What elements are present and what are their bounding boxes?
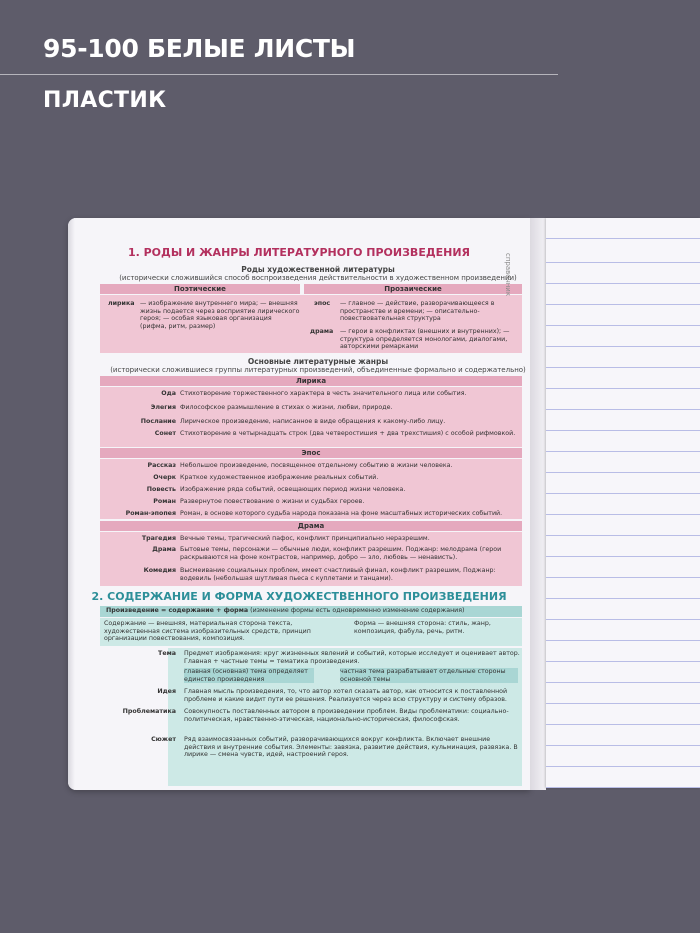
formula <box>106 607 520 615</box>
cover-edge <box>68 218 75 790</box>
genres-title-text: Основные литературные жанры <box>247 357 389 366</box>
genres-caption: (исторически сложившиеся группы литературных произведений, объединенные формально и содержательно) <box>110 366 526 374</box>
row-term: Очерк <box>153 474 176 481</box>
subline: ПЛАСТИК <box>43 88 167 113</box>
prosaic-band: Прозаические <box>304 284 522 294</box>
epos-band: Эпос <box>100 448 522 458</box>
row-def: Лирическое произведение, написанное в виде обращения к какому-либо лицу. <box>180 418 446 425</box>
row-def: Философское размышление в стихах о жизни, любви, природе. <box>180 404 393 411</box>
part-theme: частная тема разрабатывает отдельные стороны основной темы <box>340 668 518 683</box>
row-term: Сонет <box>154 430 176 437</box>
row-def: Роман, в основе которого судьба народа показана на фоне масштабных исторических событий. <box>180 510 503 517</box>
notebook-cover <box>68 218 530 790</box>
row-term: Сюжет <box>151 736 176 743</box>
drama-band: Драма <box>100 521 522 531</box>
epos-term: эпос <box>314 300 331 307</box>
row-def: Небольшое произведение, посвященное отдельному событию в жизни человека. <box>180 462 453 469</box>
row-term: Ода <box>161 390 176 397</box>
divider <box>0 74 558 75</box>
drama-def: — герои в конфликтах (внешних и внутренних); — структура определяется монологами, диалогами, авторскими ремарками <box>340 328 510 350</box>
row-def: Ряд взаимосвязанных событий, разворачивающихся вокруг конфликта. Включает внешние действия и внутренние события. Элементы: завязка, развитие действия, кульминация, развязка. В лирике — смена чувств, идей, настроений героя. <box>184 736 518 758</box>
row-term: Проблематика <box>122 708 176 715</box>
row-def: Краткое художественное изображение реальных событий. <box>180 474 379 481</box>
row-def: Стихотворение торжественного характера в честь значительного лица или события. <box>180 390 467 397</box>
row-term: Идея <box>157 688 176 695</box>
row-term: Драма <box>152 546 176 553</box>
formula-bold: Произведение = содержание + форма <box>106 607 249 614</box>
row-term: Роман-эпопея <box>125 510 176 517</box>
drama-term: драма <box>310 328 334 335</box>
row-term: Послание <box>140 418 176 425</box>
row-term: Повесть <box>146 486 176 493</box>
cover-side-text: справочник <box>504 253 512 297</box>
section2-title: 2. СОДЕРЖАНИЕ И ФОРМА ХУДОЖЕСТВЕННОГО ПРОИЗВЕДЕНИЯ <box>91 590 507 603</box>
row-def: Стихотворение в четырнадцать строк (два четверостишия + два трехстишия) с особой рифмовкой. <box>180 430 516 437</box>
genres-title <box>108 358 528 366</box>
lyric-band: Лирика <box>100 376 522 386</box>
row-term: Тема <box>158 650 176 657</box>
row-def: Развернутое повествование о жизни и судьбах героев. <box>180 498 365 505</box>
row-def: Предмет изображения: круг жизненных явлений и событий, которые исследует и оценивает автор. Главная + частные темы = тематика произведения. <box>184 650 520 665</box>
row-term: Роман <box>153 498 176 505</box>
row-def: Совокупность поставленных автором в произведении проблем. Виды проблематики: социально-политическая, нравственно-этическая, национально-историческая, философская. <box>184 708 509 723</box>
kinds-title <box>108 266 528 274</box>
row-def: Изображение ряда событий, освещающих период жизни человека. <box>180 486 406 493</box>
row-term: Трагедия <box>141 535 176 542</box>
row-term: Рассказ <box>147 462 176 469</box>
form-def: Форма — внешняя сторона: стиль, жанр, композиция, фабула, речь, ритм. <box>354 620 491 635</box>
formula-note: (изменение формы есть одновременно изменение содержания) <box>250 607 465 614</box>
main-theme: главная (основная) тема определяет единство произведения <box>184 668 314 683</box>
row-def: Главная мысль произведения, то, что автор хотел сказать автор, как относится к поставленной проблеме и какие видит пути ее решения. Реализуется через всю структуру и систему образов. <box>184 688 508 703</box>
poetic-band: Поэтические <box>100 284 300 294</box>
row-term: Комедия <box>143 567 176 574</box>
lined-page <box>546 218 700 788</box>
kinds-title-text: Роды художественной литературы <box>241 265 395 274</box>
kinds-caption: (исторически сложившийся способ воспроизведения действительности в художественном произведении) <box>119 274 517 282</box>
section1-title: 1. РОДЫ И ЖАНРЫ ЛИТЕРАТУРНОГО ПРОИЗВЕДЕНИЯ <box>127 246 471 259</box>
spine-shadow <box>530 218 546 790</box>
row-term: Элегия <box>150 404 176 411</box>
headline: 95-100 БЕЛЫЕ ЛИСТЫ <box>43 34 356 63</box>
lyric-term: лирика <box>108 300 135 307</box>
row-def: Вечные темы, трагический пафос, конфликт принципиально неразрешим. <box>180 535 430 542</box>
content-def: Содержание — внешняя, материальная сторона текста, художественная система изобразительных средств, принцип организации повествования, композиция. <box>104 620 311 642</box>
row-def: Бытовые темы, персонажи — обычные люди, конфликт разрешим. Поджанр: мелодрама (герои раскрываются на фоне контрастов, например, добро — зло, любовь — ненависть). <box>180 546 502 561</box>
lyric-def: — изображение внутреннего мира; — внешняя жизнь подается через восприятие лирического героя; — особая языковая организация (рифма, ритм, размер) <box>140 300 300 330</box>
epos-def: — главное — действие, разворачивающееся в пространстве и времени; — описательно-повествовательная структура <box>340 300 495 322</box>
row-def: Высмеивание социальных проблем, имеет счастливый финал, конфликт разрешим, Поджанр: водевиль (небольшая шутливая пьеса с куплетами и танцами). <box>180 567 496 582</box>
